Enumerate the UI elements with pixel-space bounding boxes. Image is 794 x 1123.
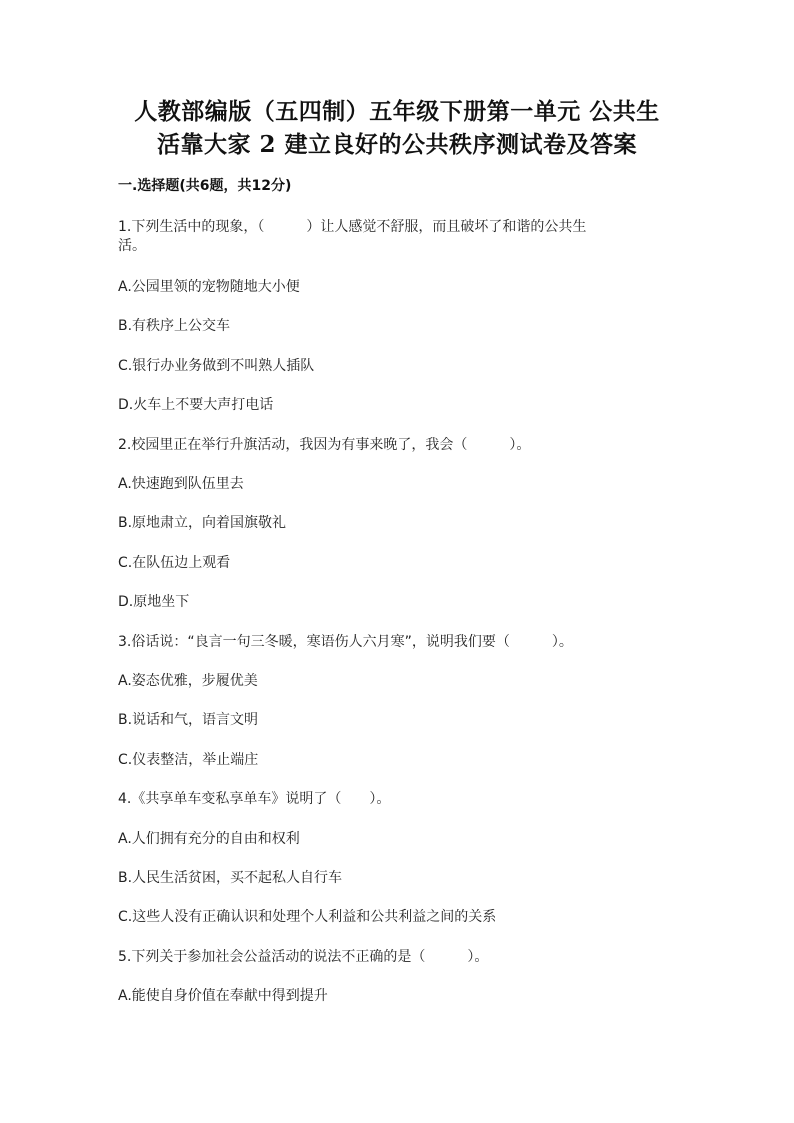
question-1-option-d: D.火车上不要大声打电话 bbox=[118, 397, 274, 413]
question-5-option-a: A.能使自身价值在奉献中得到提升 bbox=[118, 988, 328, 1004]
question-4-option-c: C.这些人没有正确认识和处理个人利益和公共利益之间的关系 bbox=[118, 909, 497, 925]
question-4-option-b: B.人民生活贫困，买不起私人自行车 bbox=[118, 870, 343, 886]
question-1-option-b: B.有秩序上公交车 bbox=[118, 318, 231, 334]
section-header: 一.选择题(共6题，共12分) bbox=[118, 178, 292, 194]
question-1-option-a: A.公园里领的宠物随地大小便 bbox=[118, 279, 300, 295]
page-title-line-1: 人教部编版（五四制）五年级下册第一单元 公共生 bbox=[134, 98, 660, 125]
question-1-stem-line-1: 1.下列生活中的现象，（ ）让人感觉不舒服，而且破坏了和谐的公共生 bbox=[118, 219, 587, 235]
question-2-stem: 2.校园里正在举行升旗活动，我因为有事来晚了，我会（ ）。 bbox=[118, 437, 531, 453]
question-3-option-b: B.说话和气，语言文明 bbox=[118, 712, 259, 728]
question-4-stem: 4.《共享单车变私享单车》说明了（ ）。 bbox=[118, 791, 391, 807]
question-2-option-a: A.快速跑到队伍里去 bbox=[118, 476, 244, 492]
question-1-stem-line-2: 活。 bbox=[118, 238, 146, 254]
question-2-option-c: C.在队伍边上观看 bbox=[118, 555, 231, 571]
question-5-stem: 5.下列关于参加社会公益活动的说法不正确的是（ ）。 bbox=[118, 949, 489, 965]
question-3-option-a: A.姿态优雅，步履优美 bbox=[118, 673, 258, 689]
question-1-option-c: C.银行办业务做到不叫熟人插队 bbox=[118, 358, 315, 374]
page-title-line-2: 活靠大家 2 建立良好的公共秩序测试卷及答案 bbox=[156, 131, 638, 158]
question-4-option-a: A.人们拥有充分的自由和权利 bbox=[118, 831, 300, 847]
question-2-option-b: B.原地肃立，向着国旗敬礼 bbox=[118, 515, 287, 531]
question-2-option-d: D.原地坐下 bbox=[118, 594, 190, 610]
question-3-stem: 3.俗话说：“良言一句三冬暖，寒语伤人六月寒”，说明我们要（ ）。 bbox=[118, 634, 573, 650]
question-3-option-c: C.仪表整洁，举止端庄 bbox=[118, 752, 259, 768]
